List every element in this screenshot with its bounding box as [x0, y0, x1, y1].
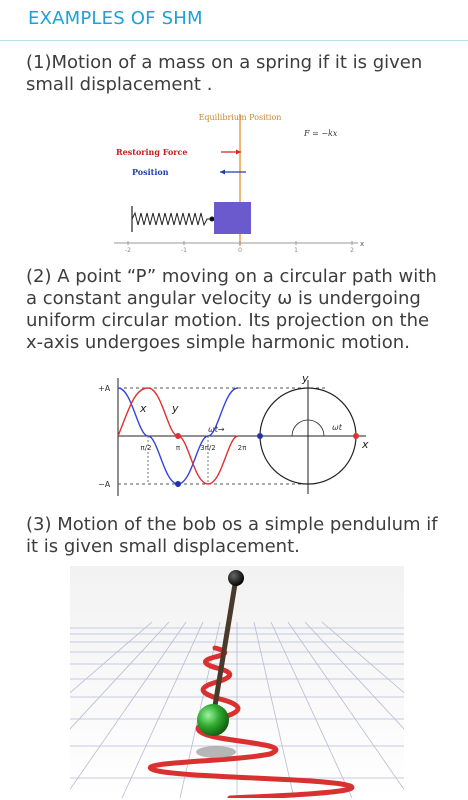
- projection-point: [257, 433, 263, 439]
- section-1-text: (1)Motion of a mass on a spring if it is given small displacement .: [26, 52, 423, 95]
- mass-block: [214, 202, 251, 234]
- circular-motion-figure: [96, 372, 380, 498]
- page-title: EXAMPLES OF SHM: [28, 8, 203, 29]
- tick-label: -2: [125, 247, 131, 254]
- tick-label: -1: [181, 247, 187, 254]
- spring-joint: [210, 217, 215, 222]
- section-3-text: (3) Motion of the bob os a simple pendulum if it is given small displacement.: [26, 514, 438, 557]
- section-2-text: (2) A point “P” moving on a circular path with a constant angular velocity ω is undergoing uniform circular motion. Its projection on the x-axis undergoes simple harmonic motion.: [26, 266, 437, 353]
- tick-label: π/2: [140, 444, 152, 452]
- plus-a-label: +A: [98, 384, 111, 393]
- x-curve-label: x: [140, 402, 147, 415]
- position-label: Position: [132, 167, 169, 177]
- tick-label: 2π: [237, 444, 247, 452]
- restoring-force-label: Restoring Force: [116, 147, 188, 157]
- omega-t-arrow: ωt→: [208, 425, 225, 434]
- axis-x-label: x: [360, 240, 364, 248]
- pendulum-figure: [70, 566, 404, 798]
- tick-label: 0: [238, 247, 242, 254]
- circle-x-label: x: [362, 438, 369, 451]
- tick-label: π: [175, 444, 181, 452]
- point-p: [353, 433, 359, 439]
- hooke-formula: F = −kx: [304, 129, 338, 138]
- spring-mass-figure: [108, 106, 364, 256]
- tick-label: 1: [294, 247, 298, 254]
- y-curve-label: y: [172, 402, 179, 415]
- tick-label: 3π/2: [200, 444, 216, 452]
- pivot-ball: [228, 570, 244, 586]
- spring: [132, 213, 214, 225]
- circle-y-label: y: [302, 372, 309, 385]
- pendulum-bob: [197, 704, 229, 736]
- angle-label: ωt: [332, 423, 342, 432]
- minus-a-label: −A: [98, 480, 111, 489]
- equilibrium-label: Equilibrium Position: [198, 113, 282, 122]
- tick-label: 2: [350, 247, 354, 254]
- bob-shadow: [196, 746, 236, 758]
- x-point: [175, 481, 181, 487]
- position-arrowhead: [220, 170, 225, 175]
- y-point: [175, 433, 181, 439]
- title-divider: [0, 40, 468, 41]
